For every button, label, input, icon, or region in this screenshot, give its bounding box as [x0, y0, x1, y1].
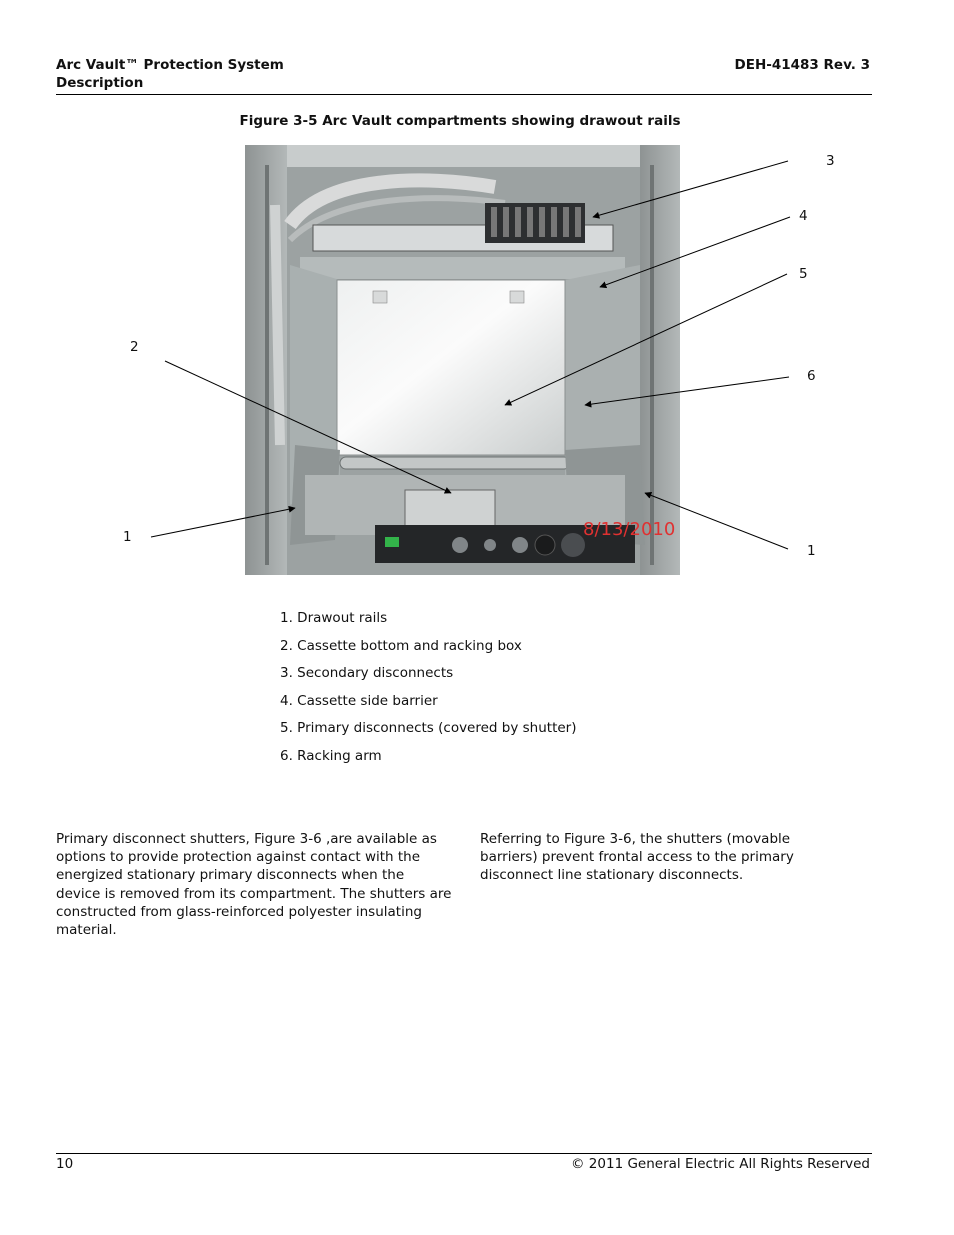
legend-item: 4. Cassette side barrier	[280, 692, 438, 709]
header-title-line1: Arc Vault™ Protection System	[56, 57, 284, 73]
legend-item: 1. Drawout rails	[280, 610, 388, 626]
body-paragraph-right: Referring to Figure 3-6, the shutters (movable barriers) prevent frontal access to the primary disconnect line stationary disconnects.	[480, 831, 794, 884]
body-paragraph-left: Primary disconnect shutters, Figure 3-6 ,are available as options to provide protection against contact with the energized stationary primary disconnects when the device is removed from its compartment. The shutters are constructed from glass-reinforced polyester insulating material.	[56, 831, 452, 939]
compartment-photo	[245, 145, 680, 575]
figure-caption: Figure 3-5 Arc Vault compartments showing drawout rails	[239, 113, 681, 129]
page-number: 10	[56, 1156, 74, 1172]
callout-5: 5	[799, 266, 808, 282]
header-divider	[56, 94, 872, 95]
footer-copyright: © 2011 General Electric All Rights Reserved	[571, 1156, 870, 1172]
legend-item: 5. Primary disconnects (covered by shutter)	[280, 720, 577, 737]
callout-2: 2	[130, 339, 139, 355]
legend-item: 6. Racking arm	[280, 747, 382, 764]
legend-item: 3. Secondary disconnects	[280, 665, 454, 682]
header-title	[56, 56, 284, 92]
footer-divider	[56, 1153, 872, 1154]
callout-3: 3	[826, 153, 835, 169]
callout-4: 4	[799, 208, 808, 224]
photo-date-stamp: 8/13/2010	[583, 519, 676, 540]
header-doc-number: DEH-41483 Rev. 3	[734, 57, 870, 73]
legend-item: 2. Cassette bottom and racking box	[280, 637, 522, 654]
header-title-line2: Description	[56, 75, 144, 91]
callout-1-left: 1	[123, 529, 132, 545]
figure-legend	[280, 608, 577, 774]
callout-6: 6	[807, 368, 816, 384]
callout-1-right: 1	[807, 543, 816, 559]
